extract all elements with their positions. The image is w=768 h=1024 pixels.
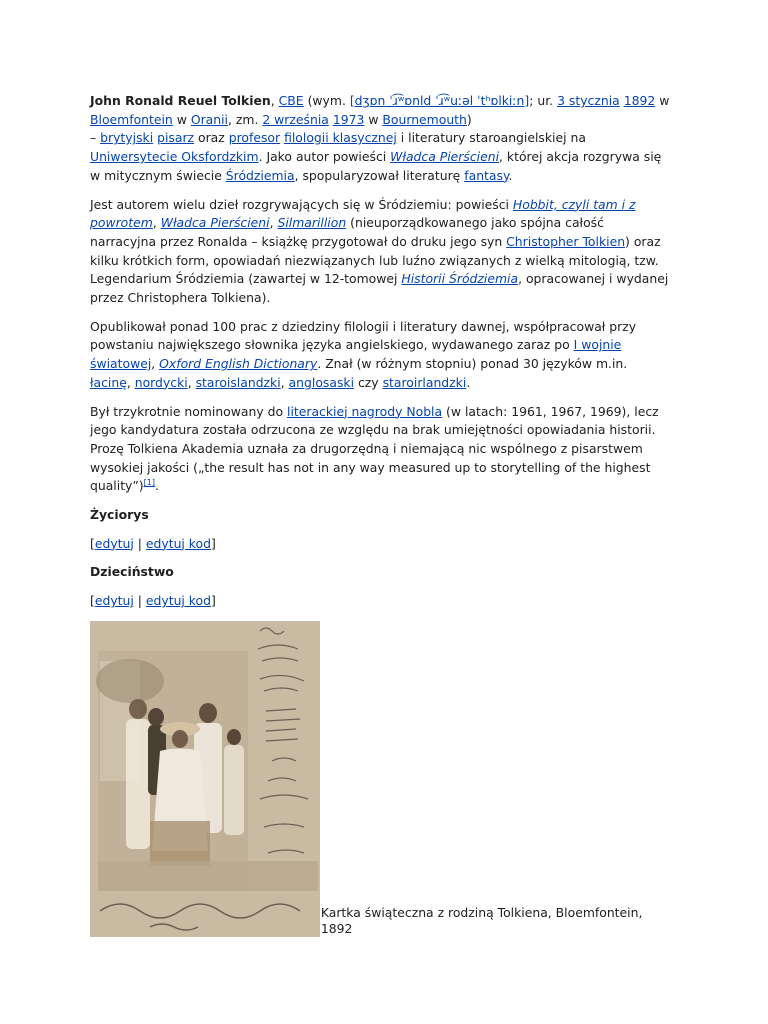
link-nordycki[interactable]: nordycki	[134, 374, 188, 390]
link-filologii[interactable]: filologii klasycznej	[284, 130, 397, 146]
link-lacina[interactable]: łacinę	[90, 374, 127, 390]
link-nagroda-nobla[interactable]: literackiej nagrody Nobla	[287, 403, 443, 419]
link-birth-year[interactable]: 1892	[623, 93, 656, 108]
section-edit-links-zyciorys: [edytuj | edytuj kod]	[90, 535, 216, 551]
section-edit-links-dziecinstwo: [edytuj | edytuj kod]	[90, 593, 216, 609]
subject-name: John Ronald Reuel Tolkien	[90, 93, 271, 108]
link-srodziemie[interactable]: Śródziemia	[225, 167, 295, 183]
link-anglosaski[interactable]: anglosaski	[288, 374, 355, 390]
link-hobbit[interactable]: Hobbit, czyli tam i z powrotem	[90, 196, 636, 231]
edit-link[interactable]: edytuj	[94, 535, 134, 551]
link-staroislandzki[interactable]: staroislandzki	[195, 374, 281, 390]
article-content	[90, 92, 670, 937]
link-birth-place[interactable]: Bloemfontein	[90, 111, 173, 127]
link-state[interactable]: Oranii	[190, 111, 228, 127]
philology-paragraph: Opublikował ponad 100 prac z dziedziny filologii i literatury dawnej, współpracował przy powstaniu największego słownika języka angielskiego, wydawanego zaraz po I wojnie światowej, Oxford English Dictionary. Znał (w różnym stopniu) ponad 30 języków m.in. łacinę, nordycki, staroislandzki, anglosaski czy staroirlandzki.	[90, 318, 637, 390]
christmas-card-image[interactable]	[90, 621, 320, 937]
edit-code-link[interactable]: edytuj kod	[145, 593, 211, 609]
nobel-paragraph: Był trzykrotnie nominowany do literackiej nagrody Nobla (w latach: 1961, 1967, 1969), lecz jego kandydatura została odrzucona ze względu na brak umiejętności opowiadania historii. Prozę Tolkiena Akademia uznała za drugorzędną i niemającą nic wspólnego z pisarstwem wysokiej jakości („the result has not in any way measured up to storytelling of the highest quality”)[1].	[90, 403, 659, 494]
section-heading-dziecinstwo: Dzieciństwo	[90, 564, 174, 580]
edit-link[interactable]: edytuj	[94, 593, 134, 609]
link-wladca-pierscieni[interactable]: Władca Pierścieni	[390, 149, 500, 165]
link-wojna-swiatowa[interactable]: I wojnie światowej	[90, 337, 622, 372]
link-death-place[interactable]: Bournemouth	[382, 111, 467, 127]
figure	[90, 621, 670, 937]
link-uniwersytet[interactable]: Uniwersytecie Oksfordzkim	[90, 149, 259, 165]
link-christopher-tolkien[interactable]: Christopher Tolkien	[506, 233, 626, 249]
link-birth-day[interactable]: 3 stycznia	[557, 93, 620, 108]
link-pisarz[interactable]: pisarz	[157, 130, 195, 146]
link-death-year[interactable]: 1973	[332, 111, 365, 127]
link-profesor[interactable]: profesor	[228, 130, 281, 146]
link-fantasy[interactable]: fantasy	[464, 167, 509, 183]
footnote-ref-1[interactable]: [1]	[143, 478, 155, 488]
link-wladca-pierscieni-2[interactable]: Władca Pierścieni	[160, 215, 270, 231]
link-ipa[interactable]: [dʒɒn ˈɹ͡ʷɒnld ˈɹ͡ʷuːəl ˈtʰɒlkiːn]	[349, 93, 530, 108]
link-staroirlandzki[interactable]: staroirlandzki	[382, 374, 467, 390]
works-paragraph: Jest autorem wielu dzieł rozgrywających się w Śródziemiu: powieści Hobbit, czyli tam i z powrotem, Władca Pierścieni, Silmarillion (nieuporządkowanego jako spójna całość narracyjna przez Ronalda – książkę przygotował do druku jego syn Christopher Tolkien) oraz kilku krótkich form, opowiadań niezwiązanych lub luźno związanych z wielką mitologią, tzw. Legendarium Śródziemia (zawartej w 12-tomowej Historii Śródziemia, opracowanej i wydanej przez Christophera Tolkiena).	[90, 196, 669, 306]
link-cbe[interactable]: CBE	[278, 93, 304, 108]
figure-caption: Kartka świąteczna z rodziną Tolkiena, Bloemfontein, 1892	[320, 904, 643, 936]
link-historia-srodziemia[interactable]: Historii Śródziemia	[401, 271, 519, 287]
intro-paragraph: John Ronald Reuel Tolkien, CBE (wym. [dʒɒn ˈɹ͡ʷɒnld ˈɹ͡ʷuːəl ˈtʰɒlkiːn]; ur. 3 stycznia 1892 w Bloemfontein w Oranii, zm. 2 września 1973 w Bournemouth) – brytyjski pisarz oraz profesor filologii klasycznej i literatury staroangielskiej na Uniwersytecie Oksfordzkim. Jako autor powieści Władca Pierścieni, której akcja rozgrywa się w mitycznym świecie Śródziemia, spopularyzował literaturę fantasy.	[90, 93, 670, 183]
link-oxford-english-dictionary[interactable]: Oxford English Dictionary	[159, 356, 318, 372]
link-brytyjski[interactable]: brytyjski	[100, 130, 154, 146]
card-illustration	[90, 621, 320, 937]
edit-code-link[interactable]: edytuj kod	[145, 535, 211, 551]
section-heading-zyciorys: Życiorys	[90, 507, 149, 523]
link-silmarillion[interactable]: Silmarillion	[277, 215, 347, 231]
link-death-day[interactable]: 2 września	[262, 111, 329, 127]
